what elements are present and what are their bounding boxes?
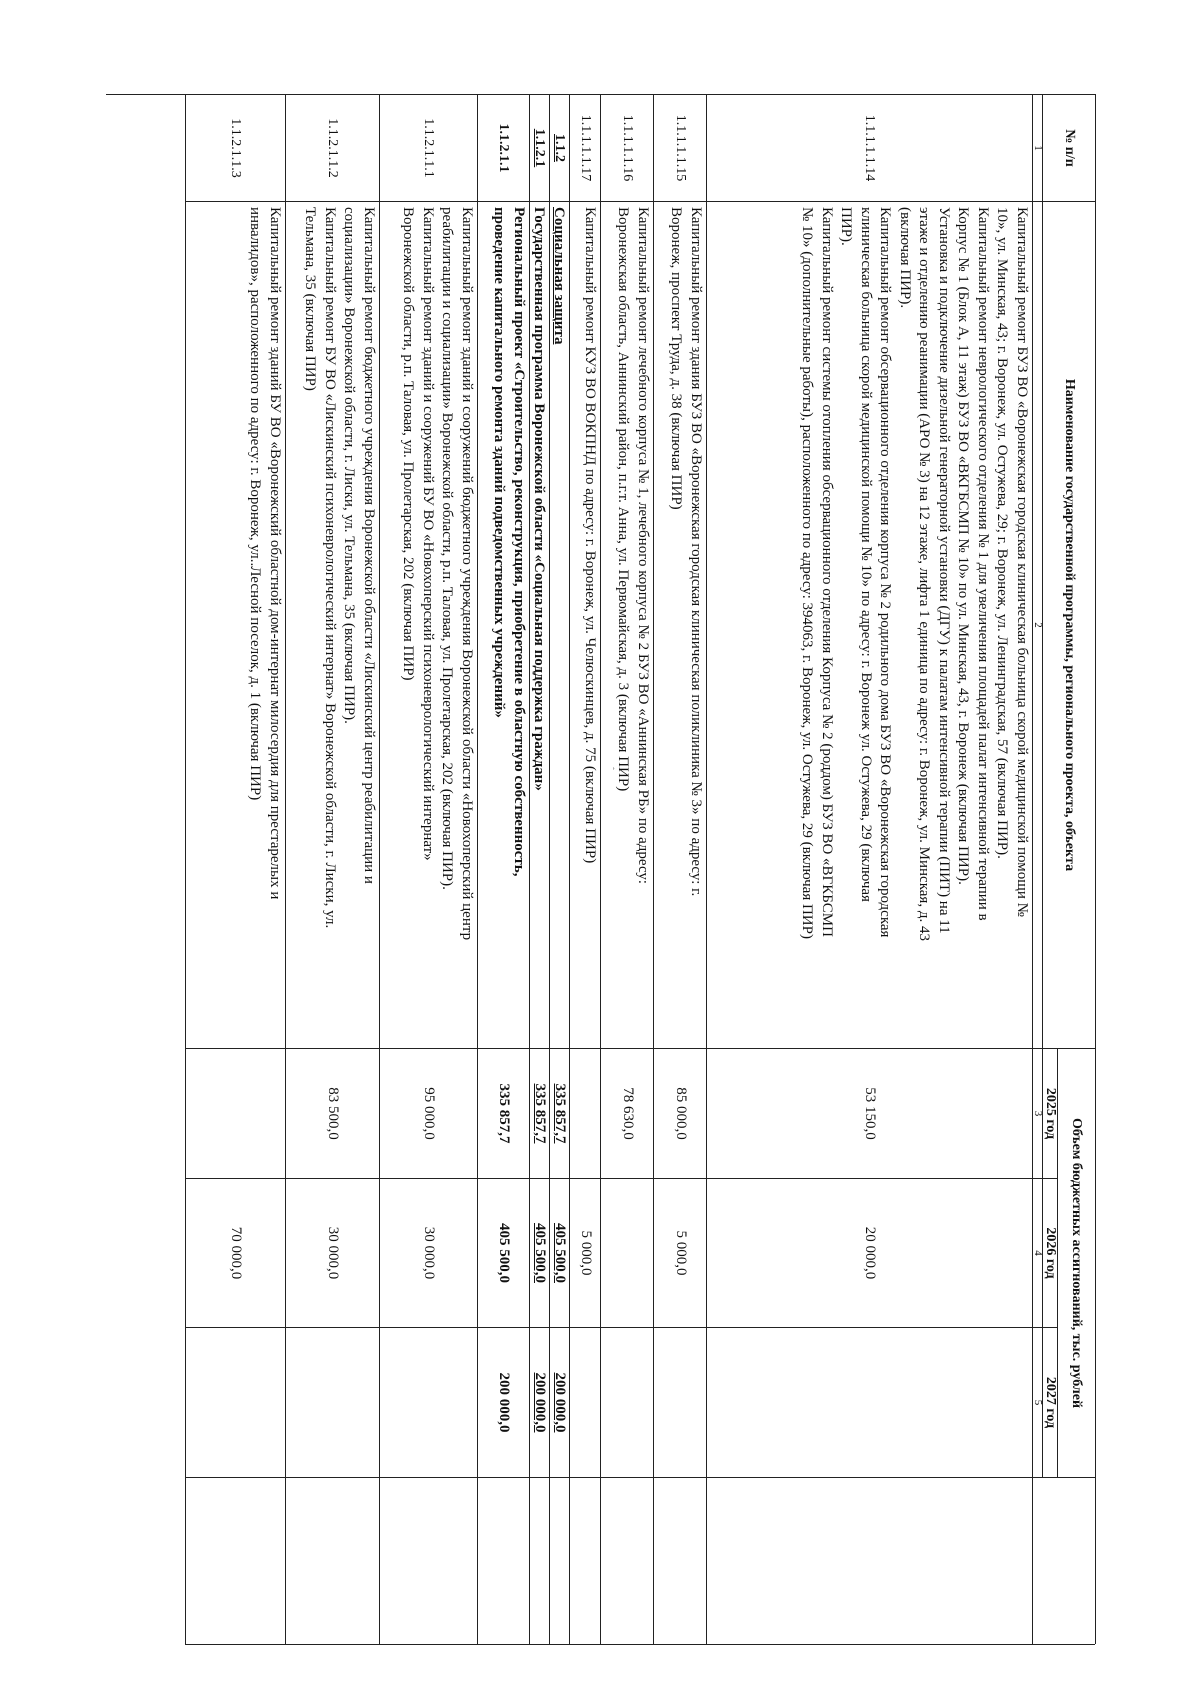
empty-cell — [600, 1478, 653, 1645]
value-2026: 405 500,0 — [549, 1179, 569, 1328]
value-2026 — [600, 1179, 653, 1328]
row-name-line: Воронежская область, Аннинский район, п.г.т. Анна, ул. Первомайская, д. 3 (включая ПИР) — [615, 207, 632, 792]
empty-cell — [706, 1478, 1032, 1645]
index-5: 5 — [1032, 1328, 1042, 1478]
row-name — [185, 202, 285, 1049]
empty-cell — [185, 1478, 285, 1645]
row-name-line: реабилитации и социализации» Воронежской области, р.п. Таловая, ул. Пролетарская, 202 (включая ПИР). — [439, 207, 456, 890]
header-year-2027: 2027 год — [1042, 1328, 1057, 1478]
value-2027: 200 000,0 — [549, 1328, 569, 1478]
row-name-line: Установка и подключение дизельной генераторной установки (ДГУ) к палатам интенсивной терапии (ПИТ) на 11 — [936, 207, 952, 934]
row-name-line: клиническая больница скорой медицинской помощи № 10» по адресу: г. Воронеж ул. Остужева, 29 (включая — [858, 207, 874, 902]
value-2026: 405 500,0 — [529, 1179, 549, 1328]
value-2026: 70 000,0 — [185, 1179, 285, 1328]
index-3: 3 — [1032, 1049, 1042, 1179]
row-number: 1.1.1.1.1.16 — [600, 95, 653, 202]
row-name-line: Воронеж, проспект Труда, д. 38 (включая ПИР) — [668, 207, 685, 510]
row-name — [569, 202, 600, 1049]
row-number: 1.1.2.1.1 — [477, 95, 529, 202]
value-2027 — [600, 1328, 653, 1478]
row-name-line: Тельмана, 35 (включая ПИР) — [302, 207, 319, 391]
empty-cell — [477, 1478, 529, 1645]
rotated-page — [106, 94, 1096, 1644]
row-name-line: Капитальный ремонт КУЗ ВО ВОКПНД по адресу: г. Воронеж, ул. Челюскинцев, д. 75 (включая ПИР) — [582, 207, 598, 864]
value-2025: 335 857,7 — [529, 1049, 549, 1179]
row-number: 1.1.2.1.1.2 — [285, 95, 379, 202]
value-2026: 20 000,0 — [706, 1179, 1032, 1328]
header-year-2025: 2025 год — [1042, 1049, 1057, 1179]
value-2025: 85 000,0 — [653, 1049, 706, 1179]
index-4: 4 — [1032, 1179, 1042, 1328]
header-name: Наименование государственной программы, регионального проекта, объекта — [1042, 202, 1095, 1049]
value-2027 — [185, 1328, 285, 1478]
row-name — [706, 202, 1032, 1049]
value-2025: 78 630,0 — [600, 1049, 653, 1179]
value-2027 — [379, 1328, 477, 1478]
row-number: 1.1.2.1.1.3 — [185, 95, 285, 202]
row-name-line: этаже и отделению реанимации (АРО № 3) на 12 этаже, лифта 1 единица по адресу: г. Воронеж, ул. Минская, д. 43 — [916, 207, 933, 941]
value-2025 — [569, 1049, 600, 1179]
row-name — [600, 202, 653, 1049]
value-2027 — [706, 1328, 1032, 1478]
row-number: 1.1.2.1.1.1 — [379, 95, 477, 202]
index-2: 2 — [1032, 202, 1042, 1049]
value-2027 — [285, 1328, 379, 1478]
row-name — [529, 202, 549, 1049]
row-name-line: Капитальный ремонт неврологического отделения № 1 для увеличения площадей палат интенсивной терапии в — [975, 207, 991, 921]
value-2027: 200 000,0 — [529, 1328, 549, 1478]
row-name-line: (включая ПИР). — [897, 207, 913, 309]
index-1: 1 — [1032, 95, 1042, 202]
empty-cell — [569, 1478, 600, 1645]
empty-cell — [285, 1478, 379, 1645]
page-mark: ˒ — [612, 762, 616, 773]
row-name-line: № 10» (дополнительные работы), расположенного по адресу: 394063, г. Воронеж, ул. Остужева, 29 (включая ПИР) — [799, 207, 816, 939]
empty-cell — [549, 1478, 569, 1645]
value-2025: 335 857,7 — [477, 1049, 529, 1179]
row-name-line: Социальная защита — [551, 207, 567, 345]
empty-cell — [653, 1478, 706, 1645]
row-name-line: Капитальный ремонт бюджетного учреждения Воронежской области «Лискинский центр реабилитации и — [361, 207, 377, 884]
row-name — [285, 202, 379, 1049]
row-name — [653, 202, 706, 1049]
header-budget: Объем бюджетных ассигнований, тыс. рублей — [1057, 1049, 1095, 1478]
value-2026: 30 000,0 — [379, 1179, 477, 1328]
row-name-line: Государственная программа Воронежской области «Социальная поддержка граждан» — [531, 207, 547, 791]
row-name-line: Капитальный ремонт БУ ВО «Лискинский психоневрологический интернат» Воронежской области, г. Лиски, ул. — [322, 207, 338, 929]
value-2026: 405 500,0 — [477, 1179, 529, 1328]
row-name-line: Капитальный ремонт зданий БУ ВО «Воронежский областной дом-интернат милосердия для престарелых и — [267, 207, 283, 900]
row-name-line: Капитальный ремонт зданий и сооружений бюджетного учреждения Воронежской области «Новохоперский центр — [459, 207, 475, 941]
value-2026: 30 000,0 — [285, 1179, 379, 1328]
row-name-line: Капитальный ремонт лечебного корпуса № 1, лечебного корпуса № 2 БУЗ ВО «Аннинская РБ» по адресу: — [635, 207, 651, 884]
row-name-line: Региональный проект «Строительство, реконструкция, приобретение в областную собственность, — [511, 207, 527, 877]
value-2025: 335 857,7 — [549, 1049, 569, 1179]
value-2026: 5 000,0 — [653, 1179, 706, 1328]
row-name-line: инвалидов», расположенного по адресу: г. Воронеж, ул..Лесной поселок, д. 1 (включая ПИР) — [247, 207, 264, 801]
row-name-line: проведение капитального ремонта зданий подведомственных учреждений» — [491, 207, 508, 718]
row-name-line: 10», ул. Минская, 43; г. Воронеж, ул. Остужева, 29; г. Воронеж, ул. Ленинградская, 57 (включая ПИР). — [994, 207, 1011, 859]
row-name — [379, 202, 477, 1049]
row-name-line: ПИР). — [838, 207, 855, 246]
budget-table — [106, 94, 1096, 1644]
value-2027 — [653, 1328, 706, 1478]
header-year-2026: 2026 год — [1042, 1179, 1057, 1328]
row-name-line: Капитальный ремонт системы отопления обсервационного отделения Корпуса № 2 (роддом) БУЗ ВО «ВГКБСМП — [819, 207, 835, 937]
value-2025: 95 000,0 — [379, 1049, 477, 1179]
row-name-line: социализации» Воронежской области, г. Лиски, ул. Тельмана, 35 (включая ПИР). — [341, 207, 358, 724]
header-num: № п/п — [1042, 95, 1095, 202]
row-name-line: Воронежской области, р.п. Таловая, ул. Пролетарская, 202 (включая ПИР) — [400, 207, 417, 681]
row-name-line: Капитальный ремонт здания БУЗ ВО «Воронежская городская клиническая поликлиника № 3» по адресу: г. — [688, 207, 704, 897]
row-name-line: Капитальный ремонт обсервационного отделения корпуса № 2 родильного дома БУЗ ВО «Воронежская городская — [877, 207, 894, 938]
value-2026: 5 000,0 — [569, 1179, 600, 1328]
row-name — [549, 202, 569, 1049]
row-number: 1.1.2.1 — [529, 95, 549, 202]
blank-corner-cell — [1032, 1478, 1095, 1645]
row-number: 1.1.1.1.1.15 — [653, 95, 706, 202]
row-name-line: Капитальный ремонт зданий и сооружений БУ ВО «Новохоперский психоневрологический интернат» — [420, 207, 436, 861]
value-2025: 83 500,0 — [285, 1049, 379, 1179]
value-2025: 53 150,0 — [706, 1049, 1032, 1179]
value-2025 — [185, 1049, 285, 1179]
row-number: 1.1.1.1.1.17 — [569, 95, 600, 202]
empty-cell — [379, 1478, 477, 1645]
value-2027: 200 000,0 — [477, 1328, 529, 1478]
row-name-line: Корпус № 1 (Блок А, 11 этаж) БУЗ ВО «ВКГБСМП № 10» по ул. Минская, 43, г. Воронеж (включая ПИР). — [955, 207, 972, 885]
empty-cell — [529, 1478, 549, 1645]
row-name-line: Капитальный ремонт БУЗ ВО «Воронежская городская клиническая больница скорой медицинской помощи № — [1014, 207, 1030, 917]
row-name — [477, 202, 529, 1049]
row-number: 1.1.2 — [549, 95, 569, 202]
row-number: 1.1.1.1.1.14 — [706, 95, 1032, 202]
value-2027 — [569, 1328, 600, 1478]
